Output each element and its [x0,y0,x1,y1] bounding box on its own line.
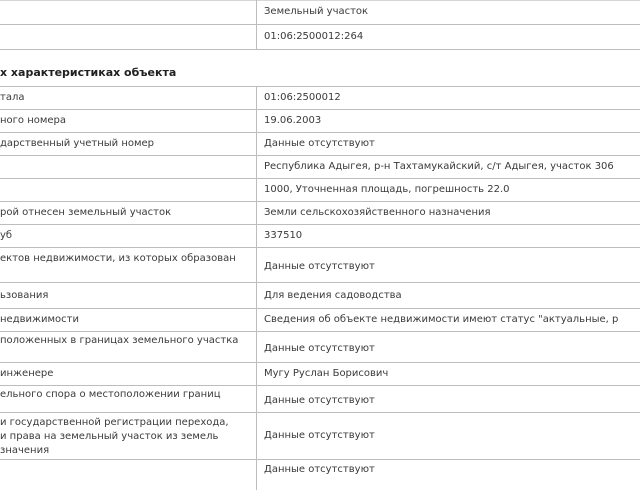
row-value-cell [257,0,640,24]
row-value: Мугу Руслан Борисович [264,368,389,379]
row-label: недвижимости [0,314,79,325]
row-label: ектов недвижимости, из которых образован [0,253,236,264]
row-label-line: значения [0,445,50,456]
row-label: ельного спора о местоположении границ [0,389,221,400]
row-label: уб [0,230,13,241]
row-label: положенных в границах земельного участка [0,335,239,346]
row-value: Земельный участок [264,6,369,17]
row-value: 1000, Уточненная площадь, погрешность 22.0 [264,184,510,195]
row-label: дарственный учетный номер [0,138,155,149]
row-label: инженере [0,368,54,379]
row-value: Для ведения садоводства [264,290,402,301]
table-row [0,248,640,283]
table-row [0,413,640,460]
row-value: 01:06:2500012 [264,92,341,103]
row-label: ного номера [0,115,67,126]
row-value: Данные отсутствуют [264,138,375,149]
row-value: Данные отсутствуют [264,430,375,441]
table-row [0,363,640,386]
row-label-cell [0,25,257,49]
table-row [0,133,640,156]
row-label: рой отнесен земельный участок [0,207,172,218]
table-row [0,179,640,202]
row-value: Данные отсутствуют [264,261,375,272]
table-row [0,202,640,225]
table-row [0,460,640,490]
table-row [0,156,640,179]
table-row [0,225,640,248]
row-label: ьзования [0,290,49,301]
row-value: Данные отсутствуют [264,464,375,475]
row-value: Сведения об объекте недвижимости имеют статус "актуальные, р [264,314,619,325]
row-value: 19.06.2003 [264,115,322,126]
row-label-cell [0,0,257,24]
table-row [0,332,640,363]
row-label-line: и государственной регистрации перехода, [0,417,229,428]
table-row [0,87,640,110]
section-title: х характеристиках объекта [0,66,177,79]
row-value: Данные отсутствуют [264,343,375,354]
table-row [0,309,640,332]
table-row [0,0,640,25]
table-row [0,283,640,309]
row-value: 337510 [264,230,303,241]
section-heading [0,60,640,87]
table-row [0,110,640,133]
row-label: тала [0,92,25,103]
row-value: Республика Адыгея, р-н Тахтамукайский, с/т Адыгея, участок 306 [264,161,614,172]
row-value-cell [257,25,640,49]
row-value: 01:06:2500012:264 [264,31,364,42]
table-row [0,25,640,50]
row-value: Данные отсутствуют [264,395,375,406]
row-label-line: и права на земельный участок из земель [0,431,219,442]
table-row [0,386,640,413]
row-value: Земли сельскохозяйственного назначения [264,207,491,218]
